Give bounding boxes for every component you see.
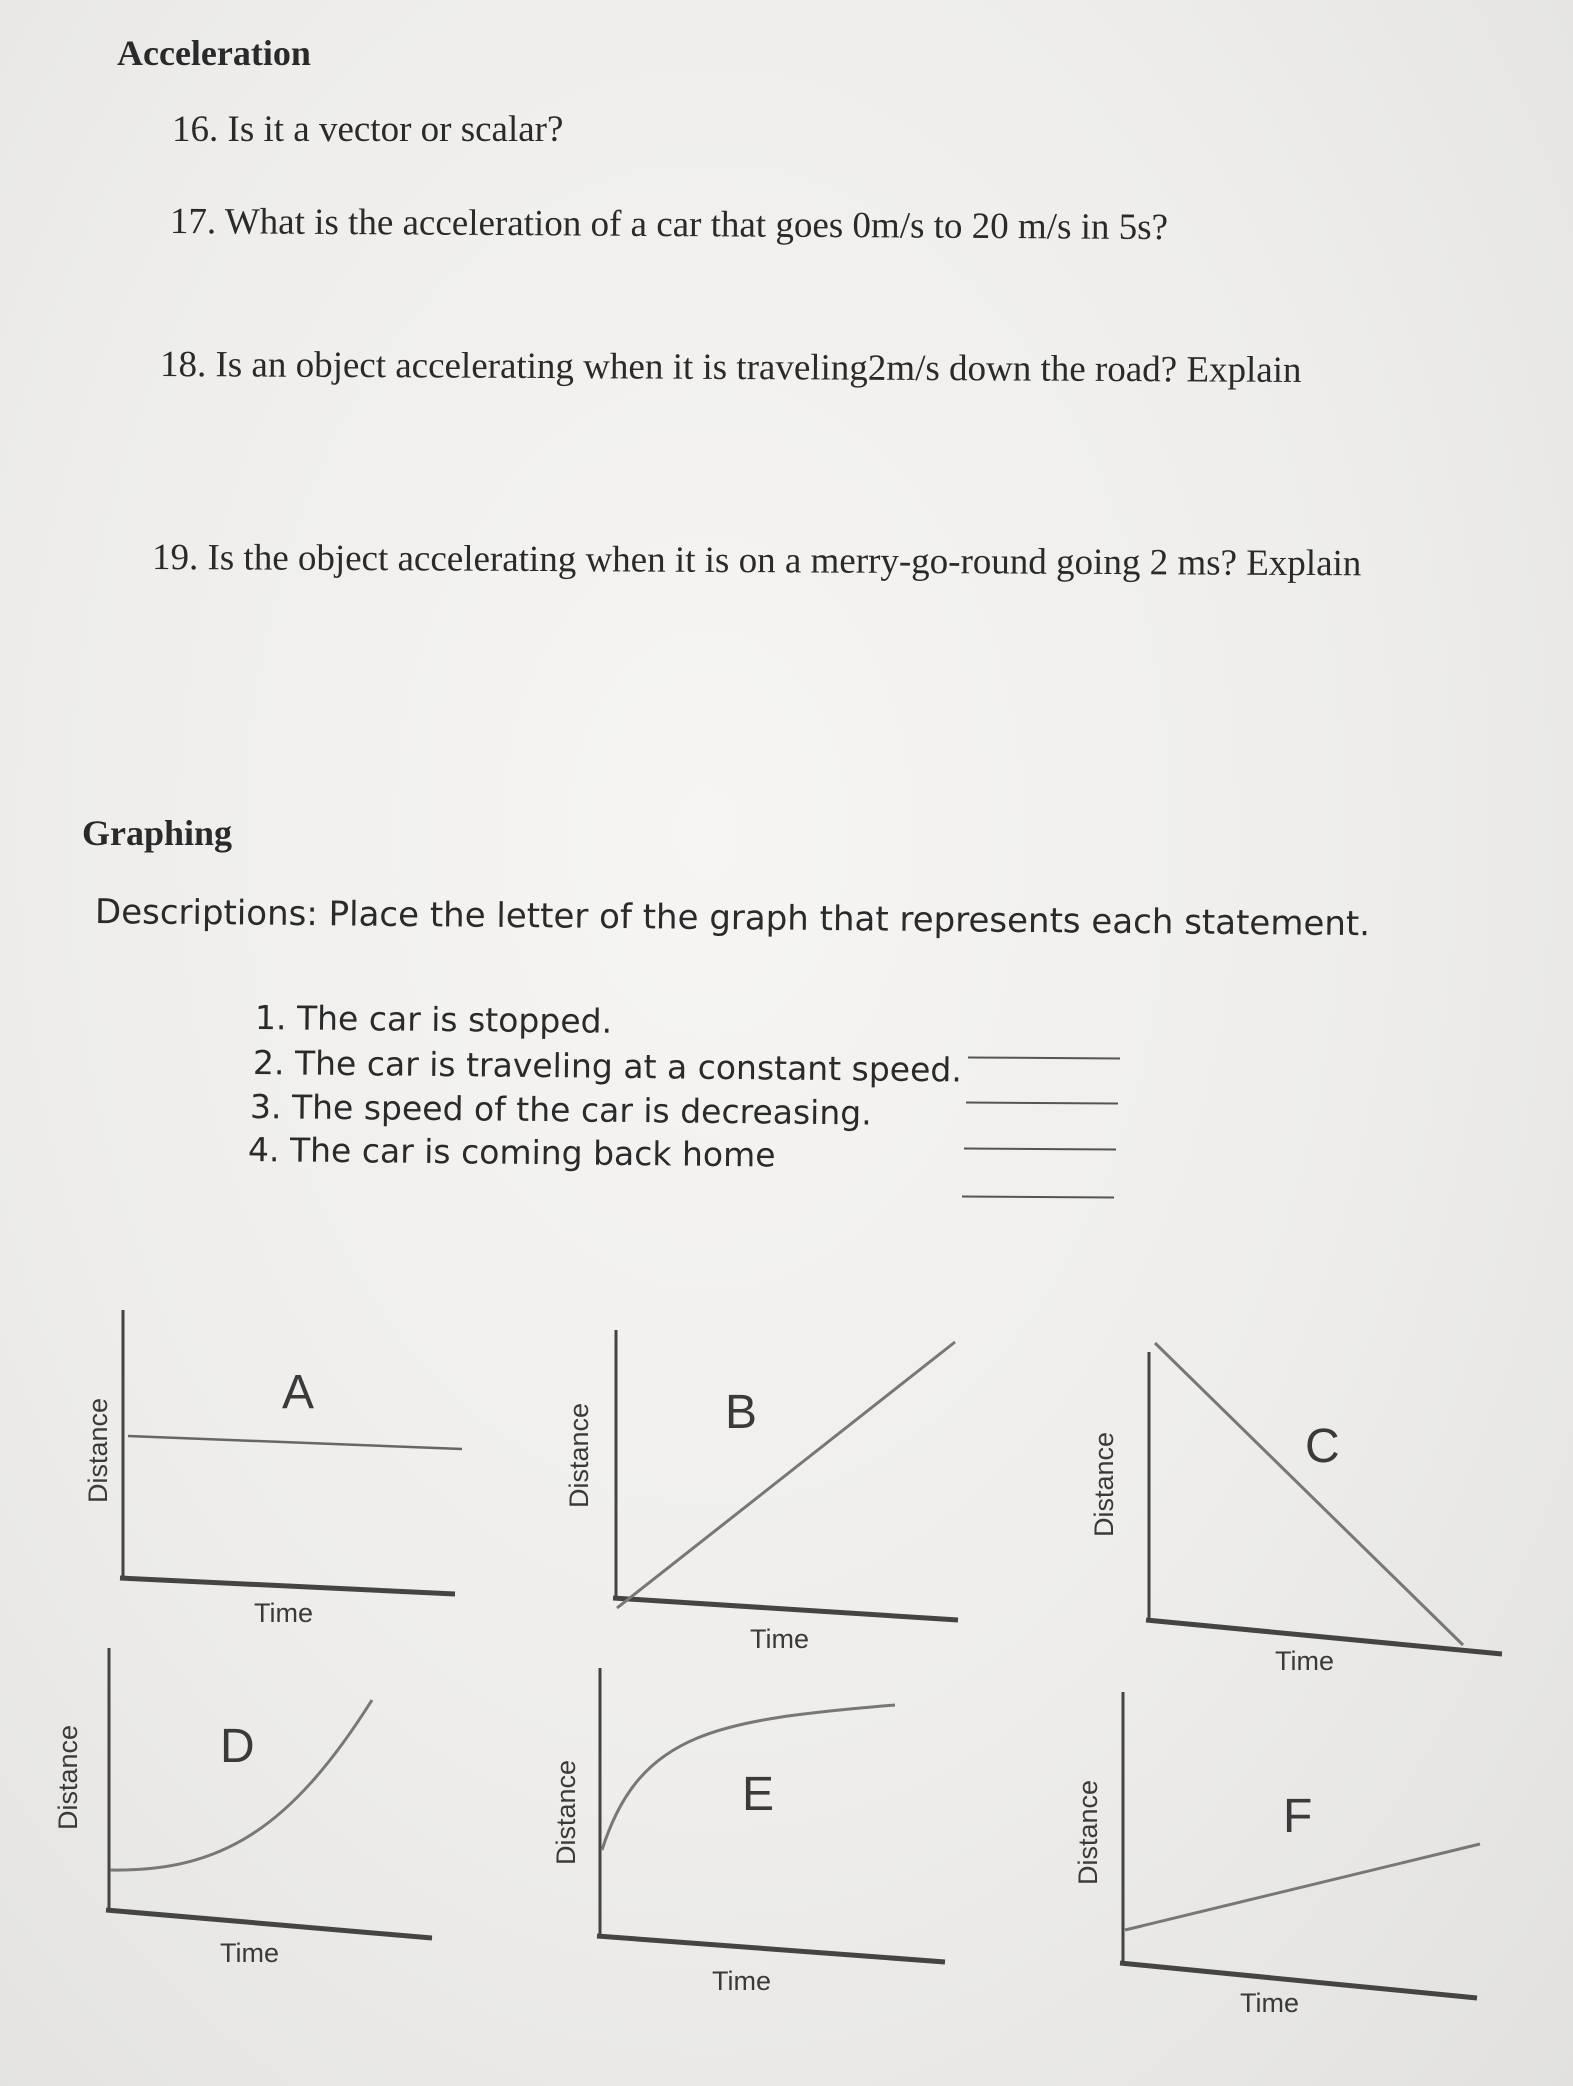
graph-b-letter: B bbox=[725, 1386, 758, 1439]
graph-c-letter: C bbox=[1305, 1420, 1340, 1473]
graph-a-letter: A bbox=[282, 1366, 315, 1419]
graph-d-ylabel: Distance bbox=[53, 1724, 83, 1830]
graph-b-x-axis bbox=[613, 1598, 958, 1620]
graph-e-ylabel: Distance bbox=[551, 1759, 581, 1865]
acceleration-heading: Acceleration bbox=[117, 33, 311, 73]
graph-a-xlabel: Time bbox=[254, 1598, 313, 1628]
graph-d-xlabel: Time bbox=[220, 1938, 279, 1968]
graph-c bbox=[1089, 1343, 1502, 1676]
graph-f-letter: F bbox=[1283, 1790, 1313, 1843]
graph-a bbox=[83, 1310, 462, 1628]
graph-f-ylabel: Distance bbox=[1073, 1779, 1103, 1885]
graph-c-line bbox=[1155, 1343, 1463, 1645]
graph-b-xlabel: Time bbox=[750, 1624, 809, 1654]
graphing-heading: Graphing bbox=[82, 813, 233, 853]
graph-b-line bbox=[617, 1342, 955, 1608]
graph-d bbox=[53, 1648, 432, 1968]
graph-f bbox=[1073, 1692, 1480, 2018]
statement-2: 2. The car is traveling at a constant speed. bbox=[252, 1043, 963, 1090]
statement-3: 3. The speed of the car is decreasing. bbox=[249, 1087, 872, 1133]
graph-d-x-axis bbox=[106, 1910, 432, 1938]
question-18: 18. Is an object accelerating when it is traveling2m/s down the road? Explain bbox=[159, 344, 1302, 391]
graph-f-xlabel: Time bbox=[1240, 1988, 1299, 2018]
question-16: 16. Is it a vector or scalar? bbox=[172, 109, 564, 150]
statement-1: 1. The car is stopped. bbox=[254, 998, 613, 1041]
statement-4: 4. The car is coming back home bbox=[247, 1130, 776, 1175]
graph-e-x-axis bbox=[597, 1936, 945, 1962]
graph-c-xlabel: Time bbox=[1275, 1646, 1334, 1676]
graphing-instructions: Descriptions: Place the letter of the graph that represents each statement. bbox=[94, 892, 1371, 945]
question-19: 19. Is the object accelerating when it is on a merry-go-round going 2 ms? Explain bbox=[151, 537, 1362, 585]
graph-f-line bbox=[1125, 1844, 1480, 1930]
graph-a-line bbox=[128, 1436, 462, 1449]
graph-a-ylabel: Distance bbox=[83, 1397, 113, 1503]
graph-a-x-axis bbox=[120, 1578, 455, 1594]
graph-e bbox=[551, 1668, 945, 1996]
graph-c-ylabel: Distance bbox=[1089, 1431, 1119, 1537]
graph-e-letter: E bbox=[742, 1768, 775, 1821]
question-17: 17. What is the acceleration of a car that goes 0m/s to 20 m/s in 5s? bbox=[169, 201, 1169, 249]
graph-e-xlabel: Time bbox=[712, 1966, 771, 1996]
graph-d-letter: D bbox=[220, 1720, 255, 1773]
graph-b-ylabel: Distance bbox=[564, 1402, 594, 1508]
graph-b bbox=[564, 1330, 958, 1654]
